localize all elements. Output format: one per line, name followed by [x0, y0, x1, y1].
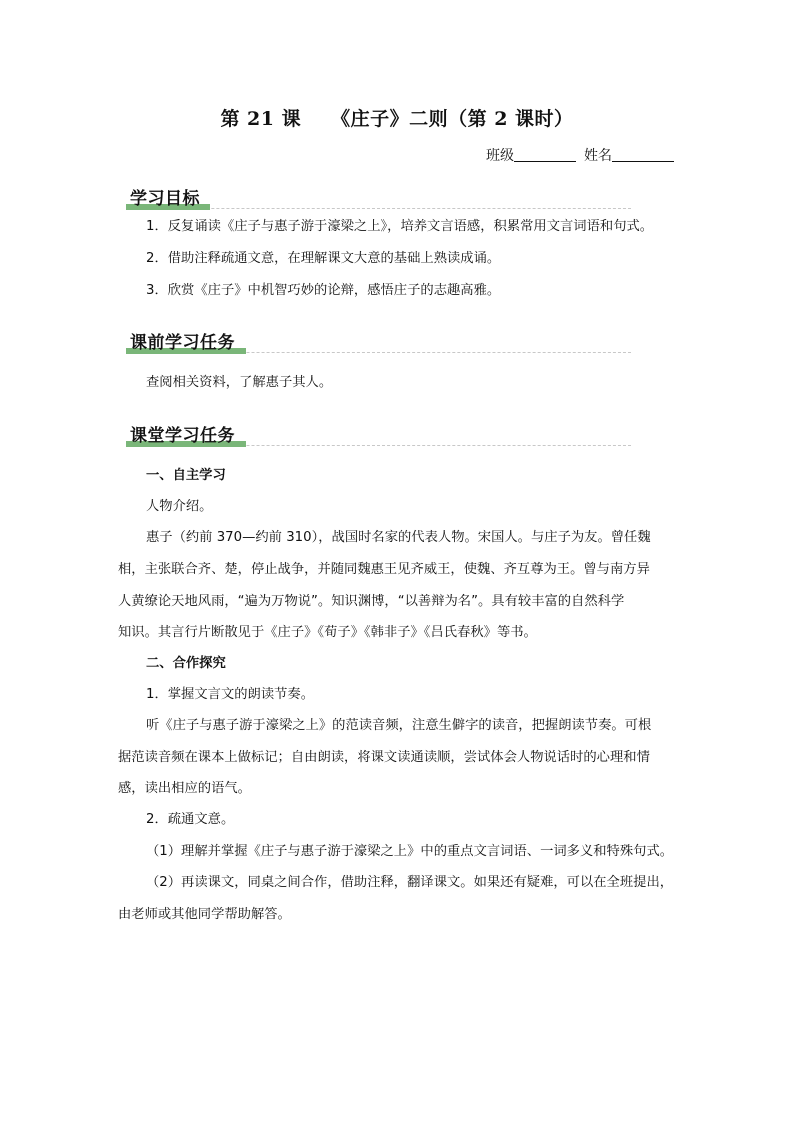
- task2-item-2-line: 由老师或其他同学帮助解答。: [118, 907, 291, 922]
- name-blank[interactable]: [612, 147, 674, 162]
- intro-label: 人物介绍。: [146, 499, 213, 514]
- pre-task-text: 查阅相关资料，了解惠子其人。: [146, 375, 333, 390]
- task2-title: 2．疏通文意。: [146, 812, 235, 827]
- subheading-self-study: 一、自主学习: [146, 468, 226, 483]
- goal-item-2: 2．借助注释疏通文意，在理解课文大意的基础上熟读成诵。: [146, 251, 501, 266]
- task2-item-2-line: （2）再读课文，同桌之间合作，借助注释，翻译课文。如果还有疑难，可以在全班提出，: [146, 875, 674, 890]
- goal-item-1: 1．反复诵读《庄子与惠子游于濠梁之上》，培养文言语感，积累常用文言词语和句式。: [146, 219, 654, 234]
- section-heading-class: 课堂学习任务: [130, 426, 235, 446]
- section-goals-header: [126, 184, 631, 212]
- bio-line: 相，主张联合齐、楚，停止战争，并随同魏惠王见齐威王，使魏、齐互尊为王。曾与南方异: [118, 562, 650, 577]
- bio-line: 知识。其言行片断散见于《庄子》《荀子》《韩非子》《吕氏春秋》等书。: [118, 625, 537, 640]
- goal-item-3: 3．欣赏《庄子》中机智巧妙的论辩，感悟庄子的志趣高雅。: [146, 283, 501, 298]
- task1-line: 据范读音频在课本上做标记；自由朗读，将课文读通读顺，尝试体会人物说话时的心理和情: [118, 750, 650, 765]
- page-title: [0, 104, 794, 131]
- task1-line: 感，读出相应的语气。: [118, 781, 251, 796]
- section-class-header: [126, 421, 631, 449]
- class-blank[interactable]: [514, 147, 576, 162]
- bio-line: 惠子（约前 370—约前 310），战国时名家的代表人物。宋国人。与庄子为友。曾任魏: [146, 530, 651, 545]
- bio-line: 人黄缭论天地风雨，“遍为万物说”。知识渊博，“以善辩为名”。具有较丰富的自然科学: [118, 594, 625, 609]
- section-pre-header: [126, 328, 631, 356]
- subheading-cooperation: 二、合作探究: [146, 656, 226, 671]
- title-lesson: 第 21 课: [220, 108, 302, 130]
- section-heading-goals: 学习目标: [130, 189, 200, 209]
- task2-item-1: （1）理解并掌握《庄子与惠子游于濠梁之上》中的重点文言词语、一词多义和特殊句式。: [146, 844, 674, 859]
- class-label: 班级: [486, 148, 514, 164]
- section-heading-pre: 课前学习任务: [130, 333, 235, 353]
- task1-title: 1．掌握文言文的朗读节奏。: [146, 687, 315, 702]
- title-text: 《庄子》二则（第 2 课时）: [331, 108, 574, 130]
- class-name-fields: [486, 145, 674, 165]
- name-label: 姓名: [584, 148, 612, 164]
- task1-line: 听《庄子与惠子游于濠梁之上》的范读音频，注意生僻字的读音，把握朗读节奏。可根: [146, 718, 652, 733]
